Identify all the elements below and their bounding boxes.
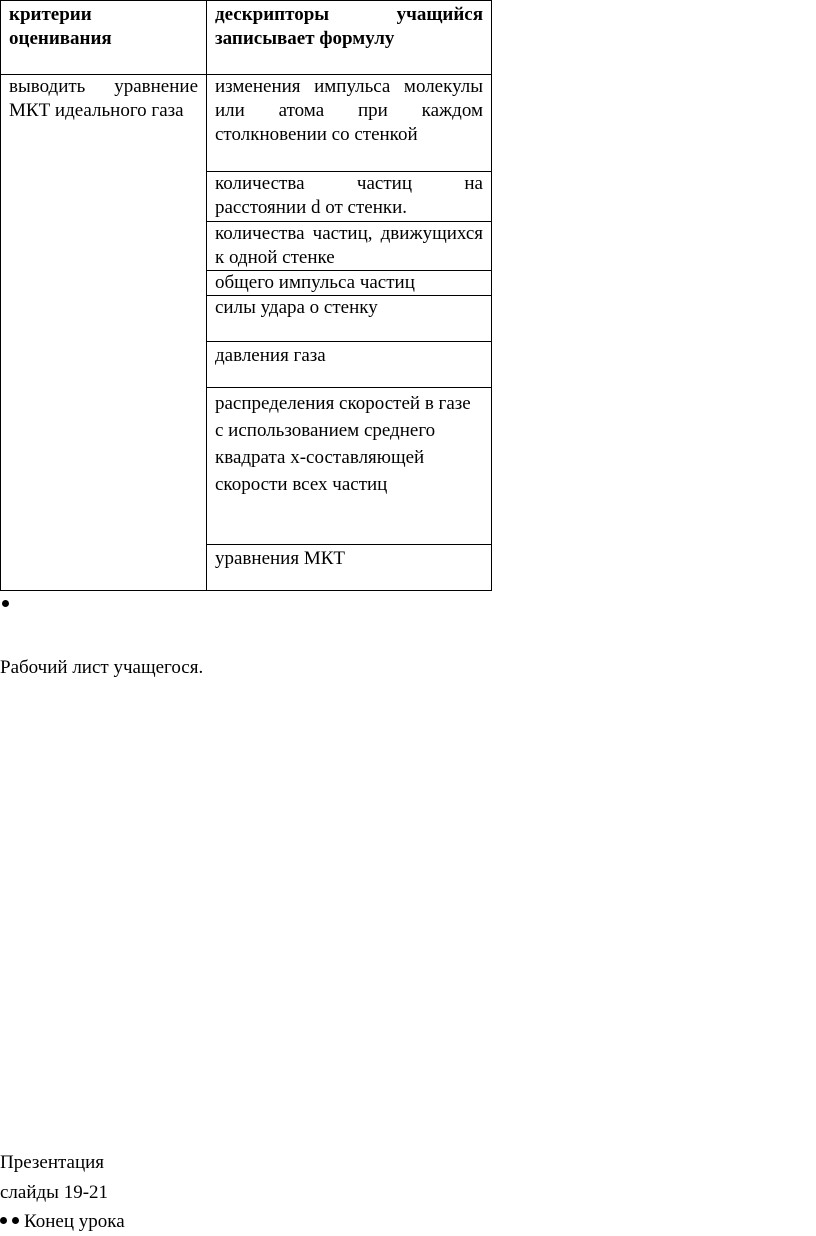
lesson-end-line: [0, 1210, 125, 1234]
descriptor-cell: распределения скоростей в газе с использованием среднего квадрата x-составляющей скорости всех частиц: [207, 388, 492, 545]
descriptor-cell: уравнения МКТ: [207, 545, 492, 591]
bullet-dot: [2, 600, 9, 607]
descriptor-cell: давления газа: [207, 342, 492, 388]
criteria-header: критерии оценивания: [1, 1, 207, 75]
lesson-end-label: Конец урока: [24, 1211, 125, 1232]
bullet-dot: [0, 1217, 7, 1224]
slides-label: слайды 19-21: [0, 1182, 109, 1203]
descriptors-header: дескрипторы учащийся записывает формулу: [207, 1, 492, 75]
descriptor-cell: количества частиц, движущихся к одной стенке: [207, 222, 492, 271]
worksheet-title: Рабочий лист учащегося.: [0, 657, 204, 678]
bullet-dot: [12, 1217, 19, 1224]
assessment-rubric-table: [0, 0, 492, 591]
table-header-row: [1, 1, 492, 75]
descriptor-cell: общего импульса частиц: [207, 271, 492, 296]
descriptor-cell: изменения импульса молекулы или атома при каждом столкновении со стенкой: [207, 75, 492, 172]
criterion-cell: выводить уравнение МКТ идеального газа: [1, 75, 207, 591]
table-row: [1, 75, 492, 172]
descriptor-cell: количества частиц на расстоянии d от стенки.: [207, 172, 492, 222]
presentation-label: Презентация: [0, 1152, 105, 1173]
descriptor-cell: силы удара о стенку: [207, 296, 492, 342]
